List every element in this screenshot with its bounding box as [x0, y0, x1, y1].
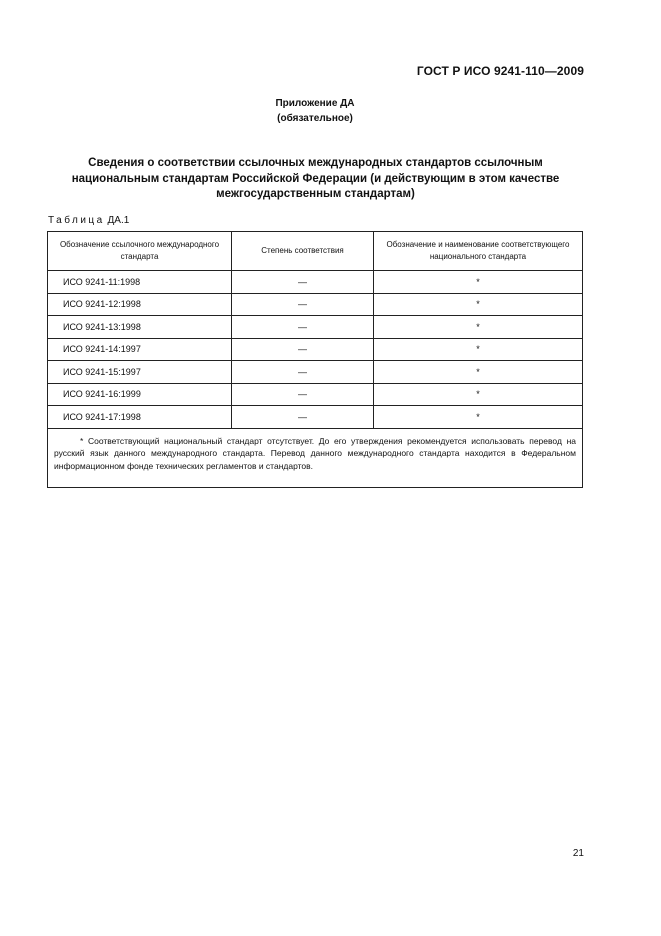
appendix-heading	[0, 96, 630, 126]
page-number: 21	[572, 848, 584, 859]
table-header-row	[48, 232, 583, 271]
cell-international-code: ИСО 9241-17:1998	[48, 406, 232, 429]
cell-degree: —	[232, 338, 374, 361]
table-footnote-row	[48, 428, 583, 487]
table-label-word: Таблица	[48, 215, 105, 226]
table-row	[48, 383, 583, 406]
cell-degree: —	[232, 293, 374, 316]
appendix-title: Приложение ДА	[275, 98, 355, 109]
cell-national: *	[374, 406, 583, 429]
cell-international-code: ИСО 9241-14:1997	[48, 338, 232, 361]
footnote-text: * Соответствующий национальный стандарт отсутствует. До его утверждения рекомендуется использовать перевод на русский язык данного международного стандарта. Перевод данного международного стандарта находится в Федеральном информационном фонде технических регламентов и стандартов.	[54, 435, 576, 471]
cell-degree: —	[232, 271, 374, 294]
cell-degree: —	[232, 316, 374, 339]
cell-international-code: ИСО 9241-11:1998	[48, 271, 232, 294]
column-header-national: Обозначение и наименование соответствующего национального стандарта	[374, 232, 583, 271]
table-row	[48, 338, 583, 361]
table-row	[48, 361, 583, 384]
document-code: ГОСТ Р ИСО 9241-110—2009	[416, 64, 584, 78]
appendix-status: (обязательное)	[277, 113, 353, 124]
column-header-degree: Степень соответствия	[232, 232, 374, 271]
cell-national: *	[374, 383, 583, 406]
cell-degree: —	[232, 361, 374, 384]
table-row	[48, 316, 583, 339]
table-row	[48, 271, 583, 294]
main-title: Сведения о соответствии ссылочных международных стандартов ссылочным национальным стандартам Российской Федерации (и действующим в этом качестве межгосударственным стандартам)	[71, 157, 560, 200]
table-label	[48, 215, 129, 226]
cell-international-code: ИСО 9241-15:1997	[48, 361, 232, 384]
cell-degree: —	[232, 406, 374, 429]
cell-national: *	[374, 361, 583, 384]
cell-international-code: ИСО 9241-12:1998	[48, 293, 232, 316]
correspondence-table	[47, 231, 583, 488]
cell-international-code: ИСО 9241-16:1999	[48, 383, 232, 406]
cell-international-code: ИСО 9241-13:1998	[48, 316, 232, 339]
table-footnote	[48, 428, 583, 487]
cell-national: *	[374, 316, 583, 339]
cell-national: *	[374, 293, 583, 316]
cell-national: *	[374, 271, 583, 294]
column-header-international: Обозначение ссылочного международного стандарта	[48, 232, 232, 271]
cell-degree: —	[232, 383, 374, 406]
table-label-id: ДА.1	[107, 215, 130, 226]
cell-national: *	[374, 338, 583, 361]
table-row	[48, 293, 583, 316]
table-row	[48, 406, 583, 429]
